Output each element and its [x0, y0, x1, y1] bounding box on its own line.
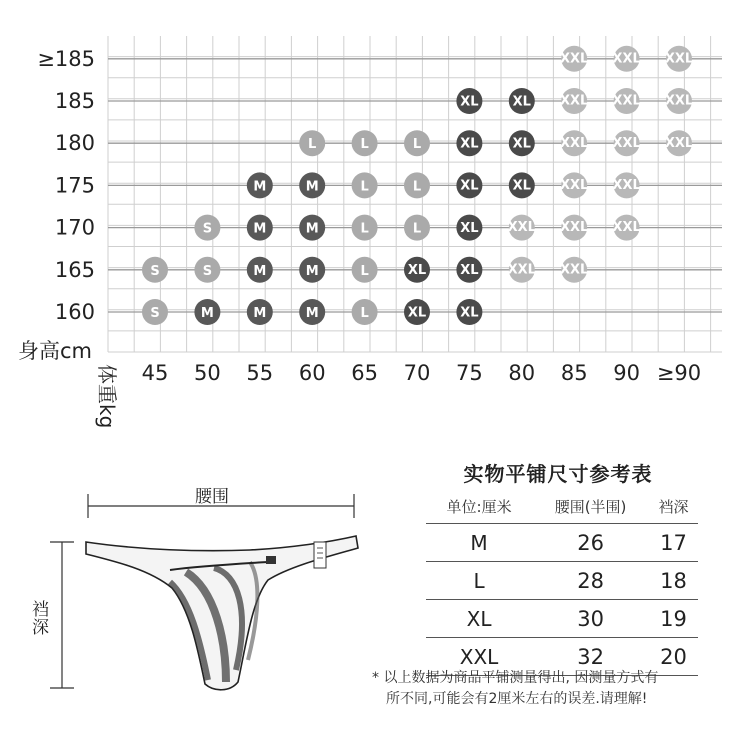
size-badge-xxl [560, 257, 588, 283]
size-badge-s [142, 257, 168, 283]
size-badge-l [352, 299, 378, 325]
x-tick-label: 90 [613, 361, 640, 385]
size-badge-xl [404, 299, 430, 325]
thong-illustration [86, 536, 358, 690]
badge-label: M [305, 263, 319, 279]
size-badge-l [352, 257, 378, 283]
table-row [426, 524, 698, 562]
badge-label: XL [460, 263, 479, 279]
badge-label: XXL [560, 178, 589, 193]
y-tick-label: 185 [54, 89, 95, 113]
size-badge-m [247, 172, 273, 198]
size-badge-l [404, 215, 430, 241]
size-badge-m [247, 215, 273, 241]
row-waist: 30 [532, 600, 649, 638]
size-badge-xxl [612, 46, 640, 72]
size-badge-xxl [560, 46, 588, 72]
row-size: L [426, 562, 532, 600]
size-badge-l [352, 215, 378, 241]
badge-label: XXL [560, 262, 589, 278]
badge-label: XXL [560, 135, 589, 151]
badge-label: L [412, 179, 422, 195]
badge-label: M [305, 179, 319, 195]
badge-label: S [202, 221, 213, 237]
size-badge-xxl [665, 130, 693, 156]
size-badge-m [299, 299, 325, 325]
size-table-title: 实物平铺尺寸参考表 [463, 462, 653, 486]
badge-label: XXL [560, 220, 589, 236]
badge-label: XXL [612, 220, 641, 236]
badge-label: XL [460, 136, 479, 152]
y-tick-label: 170 [54, 215, 95, 240]
size-badge-xl [456, 257, 482, 283]
badge-label: XXL [560, 93, 589, 109]
badge-label: S [150, 263, 160, 279]
badge-label: XL [407, 263, 427, 279]
x-tick-label: 50 [194, 361, 221, 385]
badge-label: XL [460, 305, 479, 321]
size-badge-xl [509, 172, 535, 198]
badge-label: XL [512, 178, 531, 194]
badge-label: M [253, 179, 267, 195]
badge-label: XXL [664, 135, 694, 151]
badge-label: XL [460, 178, 479, 194]
row-waist: 32 [532, 638, 649, 676]
row-size: XL [426, 600, 532, 638]
header-rise: 裆深 [649, 492, 698, 524]
size-badge-m [299, 257, 325, 283]
y-tick-label: 180 [54, 131, 95, 156]
x-tick-label: 45 [141, 361, 169, 385]
note-line-2: 所不同,可能会有2厘米左右的误差.请理解! [386, 691, 648, 707]
size-badge-m [247, 299, 273, 325]
badge-label: XXL [612, 135, 641, 151]
badge-label: XL [512, 136, 531, 152]
size-table [426, 492, 698, 676]
badge-label: XXL [664, 93, 694, 109]
size-badge-xl [456, 299, 482, 325]
badge-label: XL [512, 94, 531, 110]
size-badge-xxl [665, 88, 693, 114]
x-tick-label: 60 [298, 361, 326, 385]
badge-label: S [150, 306, 160, 322]
size-badge-xxl [560, 88, 588, 114]
x-tick-label: 80 [508, 361, 536, 385]
badge-label: M [253, 306, 267, 322]
y-axis-title: 身高cm [18, 339, 93, 363]
y-tick-label: 165 [54, 257, 95, 282]
badge-label: M [305, 221, 319, 237]
row-waist: 26 [532, 524, 649, 562]
x-axis-tick-labels [142, 361, 702, 385]
size-badge-m [299, 172, 325, 198]
badge-label: XXL [507, 262, 536, 278]
row-rise: 19 [649, 600, 698, 638]
badge-label: M [253, 221, 267, 237]
badge-label: L [360, 179, 369, 195]
row-rise: 18 [649, 562, 698, 600]
row-waist: 28 [532, 562, 649, 600]
y-tick-label: ≥185 [37, 46, 95, 71]
row-rise: 17 [649, 524, 698, 562]
size-badge-xxl [508, 215, 536, 241]
size-badge-l [352, 130, 378, 156]
size-badge-xl [509, 88, 535, 114]
badge-label: L [412, 137, 422, 153]
x-tick-label: ≥90 [656, 361, 702, 385]
size-table-header [426, 492, 698, 524]
header-unit: 单位:厘米 [426, 492, 532, 524]
rise-dimension-line [50, 542, 74, 688]
row-rise: 20 [649, 638, 698, 676]
product-diagram [0, 470, 380, 700]
size-badge-xl [404, 257, 430, 283]
size-badge-xxl [612, 130, 640, 156]
badge-label: XXL [612, 93, 641, 109]
size-badge-l [404, 172, 430, 198]
row-size: M [426, 524, 532, 562]
badge-label: M [253, 263, 267, 279]
size-badge-xxl [612, 88, 640, 114]
x-tick-label: 55 [246, 361, 274, 385]
x-tick-label: 75 [456, 361, 483, 385]
badge-label: XXL [560, 51, 589, 67]
x-tick-label: 70 [403, 361, 431, 385]
badge-label: L [360, 221, 369, 237]
measurement-note [372, 668, 732, 710]
size-badge-s [142, 299, 168, 325]
size-badge-xl [456, 130, 482, 156]
note-line-1: * 以上数据为商品平铺测量得出, 因测量方式有 [372, 670, 659, 686]
size-badge-xl [509, 130, 535, 156]
badge-label: XXL [664, 51, 694, 67]
size-badge-m [299, 215, 325, 241]
size-badge-xl [456, 215, 482, 241]
badge-label: S [202, 263, 213, 279]
badge-label: XXL [612, 178, 641, 193]
y-tick-label: 175 [54, 173, 95, 198]
badge-label: XXL [612, 51, 641, 67]
size-badge-s [194, 257, 220, 283]
size-badge-xl [456, 88, 482, 114]
badge-label: XL [460, 220, 479, 236]
badge-label: XL [407, 305, 427, 321]
x-tick-label: 65 [351, 361, 378, 385]
header-waist: 腰围(半围) [532, 492, 649, 524]
size-badge-xxl [560, 172, 588, 198]
badge-label: L [360, 137, 369, 153]
row-size: XXL [426, 638, 532, 676]
size-badge-l [404, 130, 430, 156]
size-badge-xxl [560, 215, 588, 241]
badge-label: L [360, 263, 369, 279]
waist-label: 腰围 [195, 487, 229, 507]
size-badge-xxl [612, 172, 640, 198]
size-badge-xl [456, 172, 482, 198]
y-axis-tick-labels [37, 47, 95, 324]
rise-label: 裆深 [28, 600, 48, 636]
x-tick-label: 85 [560, 361, 588, 385]
size-badge-m [247, 257, 273, 283]
size-badge-l [352, 172, 378, 198]
badge-label: M [305, 306, 319, 322]
table-row [426, 600, 698, 638]
size-badge-xxl [612, 215, 640, 241]
badge-label: XL [460, 94, 479, 110]
size-badge-s [194, 215, 220, 241]
size-badge-xxl [665, 46, 693, 72]
table-row [426, 562, 698, 600]
size-badge-m [194, 299, 220, 325]
badge-label: L [308, 137, 317, 153]
x-axis-title: 体重kg [95, 364, 119, 429]
size-badge-xxl [508, 257, 536, 283]
badge-label: XXL [507, 220, 536, 236]
size-badge-xxl [560, 130, 588, 156]
y-tick-label: 160 [54, 300, 95, 324]
size-badge-l [299, 130, 325, 156]
badge-label: L [360, 306, 369, 322]
badge-label: L [412, 221, 422, 237]
badge-label: M [200, 306, 214, 322]
